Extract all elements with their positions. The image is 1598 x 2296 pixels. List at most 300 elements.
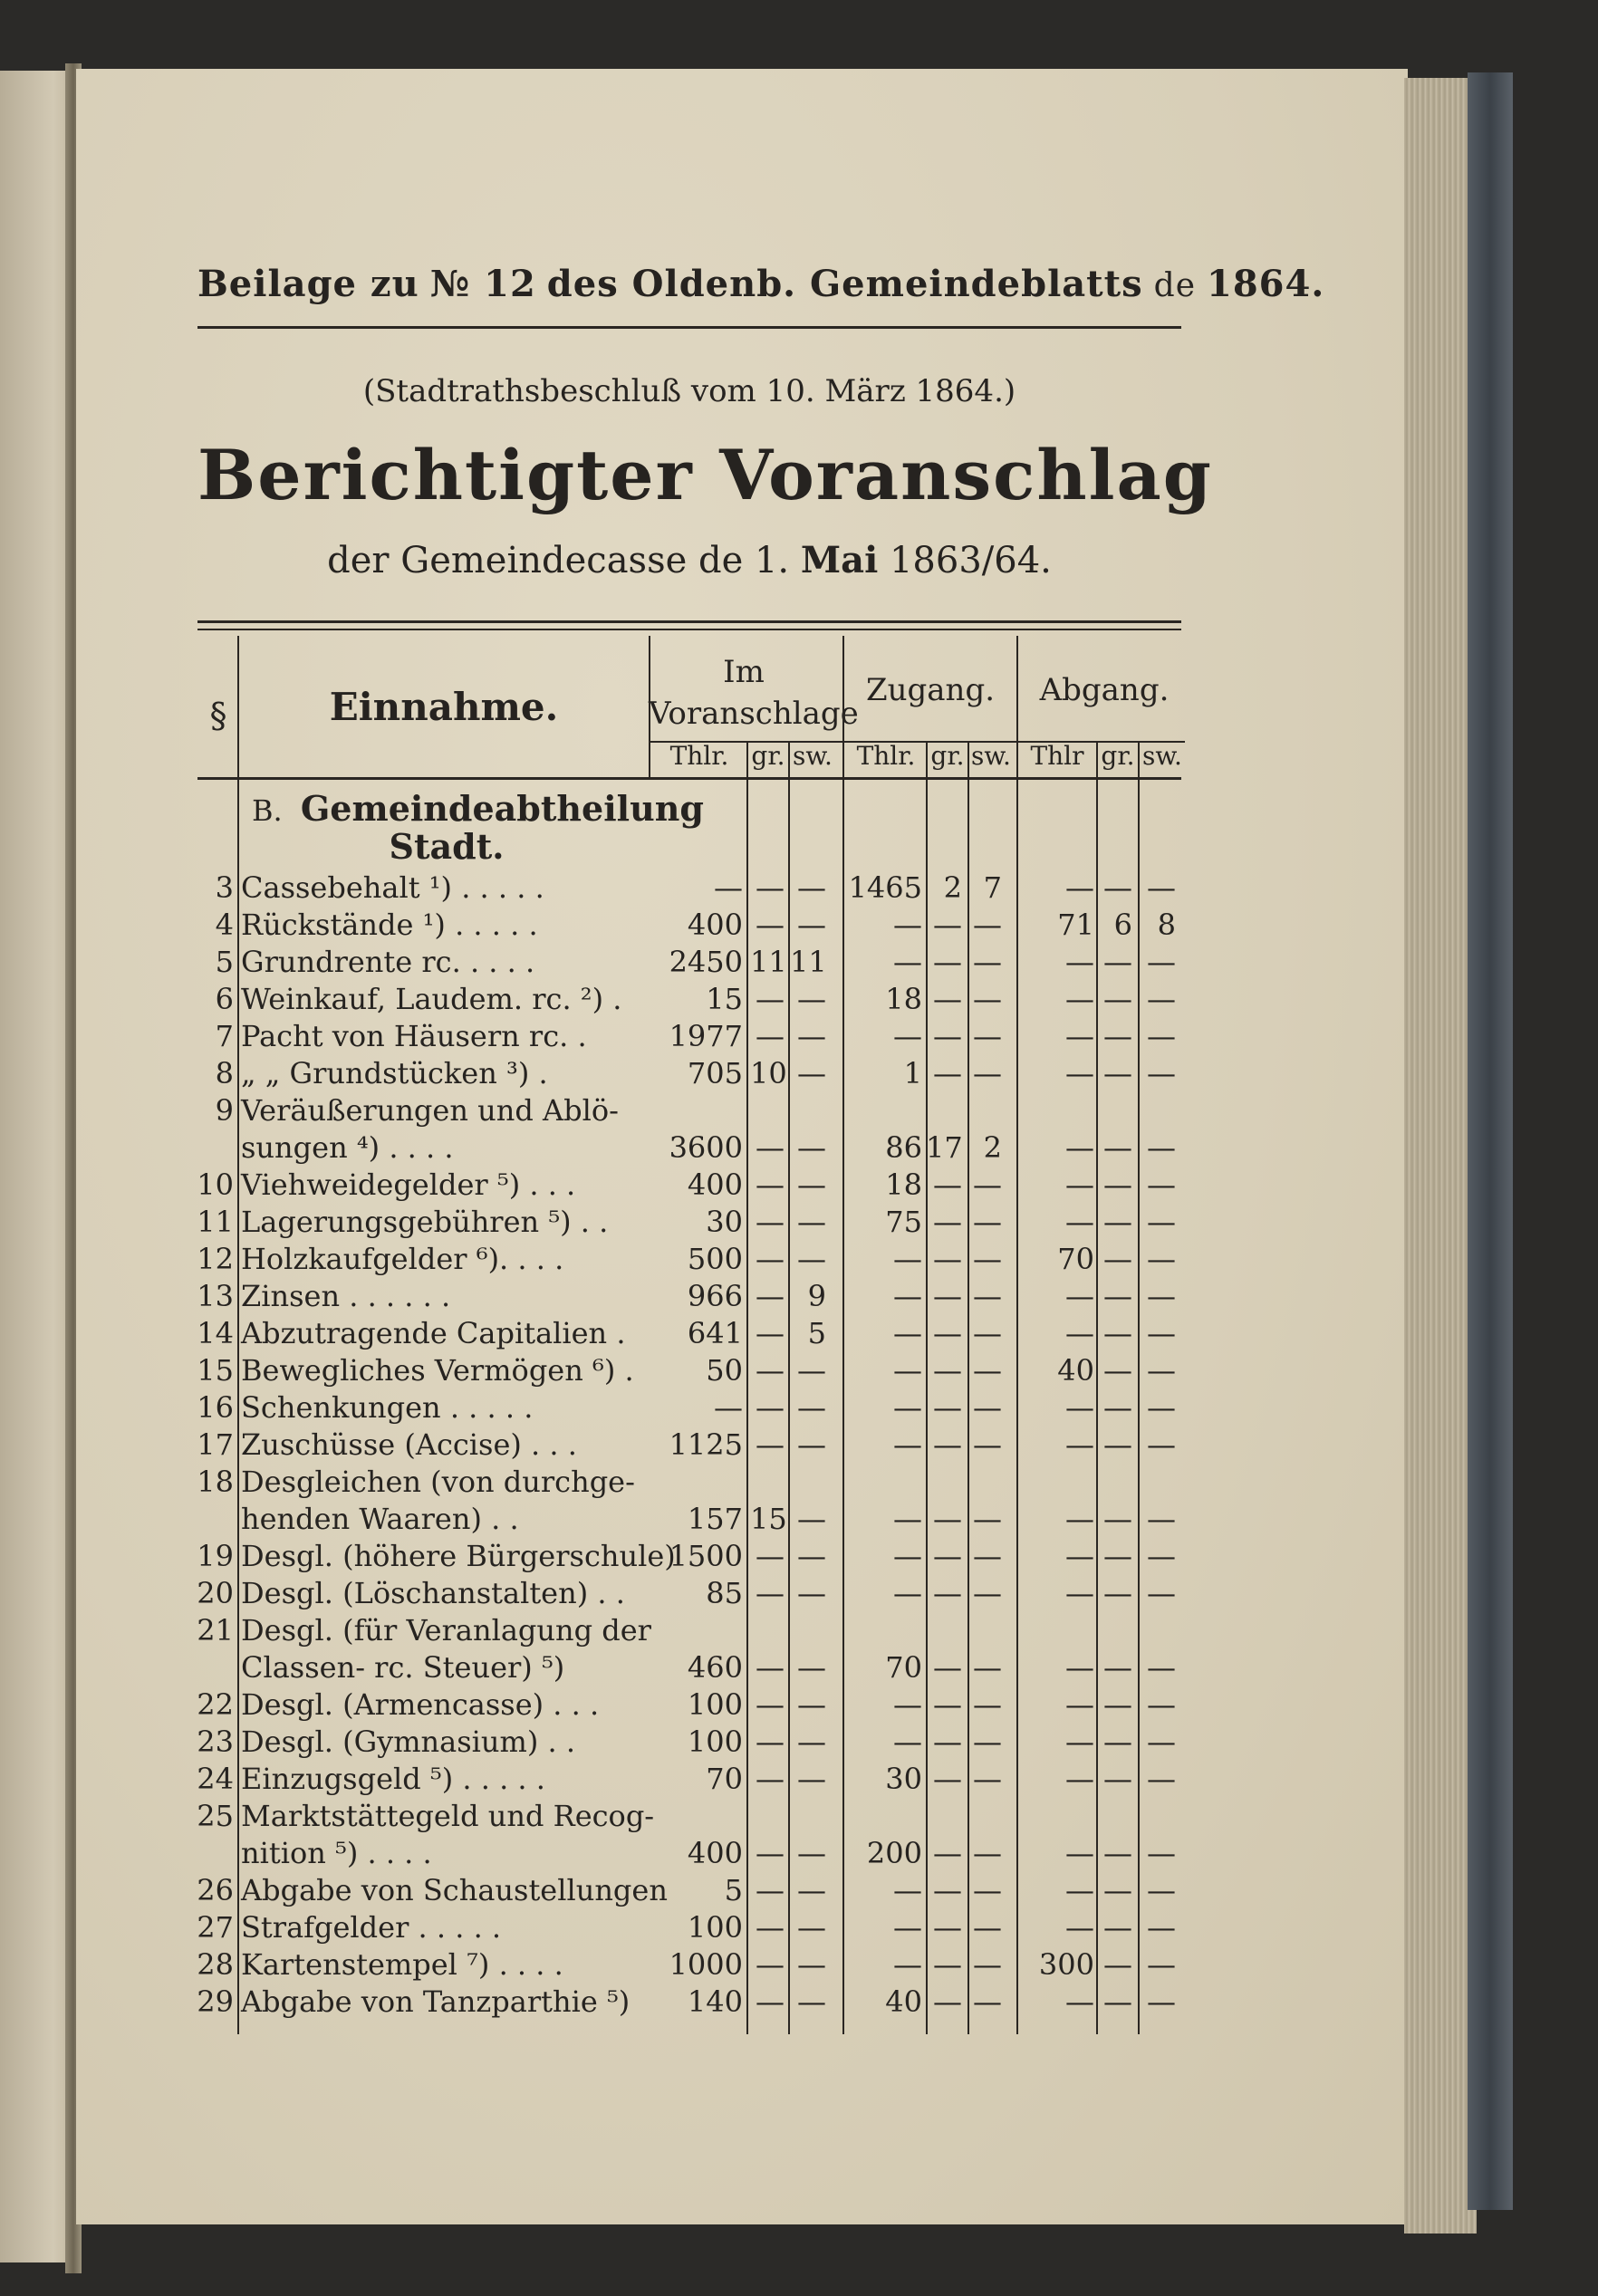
header-bottom-rule	[197, 777, 1181, 780]
cell-zugang-sw: —	[973, 1687, 1002, 1722]
cell-zugang-sw: —	[973, 1427, 1002, 1462]
page-subtitle	[197, 539, 1181, 581]
row-number: 4	[215, 908, 234, 942]
cell-abgang-gr: —	[1103, 1130, 1132, 1165]
cell-zugang-sw: —	[973, 1910, 1002, 1945]
cell-abgang-gr: —	[1103, 945, 1132, 979]
cell-abgang-thlr: —	[1065, 1130, 1094, 1165]
row-number: 18	[197, 1465, 234, 1499]
cell-zugang-gr: —	[933, 1279, 962, 1313]
cell-im-thlr: 15	[706, 982, 743, 1016]
row-number: 15	[197, 1353, 234, 1388]
row-description: Zinsen . . . . . .	[241, 1279, 451, 1313]
row-number: 25	[197, 1799, 234, 1833]
cell-zugang-gr: —	[933, 1502, 962, 1536]
cell-im-sw: 9	[807, 1279, 826, 1313]
cell-abgang-sw: —	[1147, 1205, 1176, 1239]
cell-im-sw: —	[797, 1427, 826, 1462]
cell-zugang-thlr: 18	[885, 982, 922, 1016]
subtitle-month: Mai	[800, 539, 879, 581]
cell-zugang-sw: —	[973, 1279, 1002, 1313]
cell-zugang-sw: —	[973, 1984, 1002, 2019]
header-year: 1864.	[1207, 263, 1325, 305]
cell-zugang-thlr: —	[893, 1427, 922, 1462]
table-row	[181, 1204, 1196, 1241]
cell-abgang-thlr: —	[1065, 1056, 1094, 1090]
cell-abgang-gr: 6	[1113, 908, 1132, 942]
cell-abgang-gr: —	[1103, 1279, 1132, 1313]
table-row	[181, 1612, 1196, 1649]
cell-abgang-gr: —	[1103, 1167, 1132, 1202]
cell-abgang-thlr: —	[1065, 1539, 1094, 1573]
cell-zugang-gr: 17	[926, 1130, 963, 1165]
table-row	[181, 1278, 1196, 1315]
header-gazette: des Oldenb. Gemeindeblatts	[546, 263, 1143, 305]
cell-abgang-thlr: 40	[1057, 1353, 1094, 1388]
header-beilage: Beilage zu	[197, 263, 419, 305]
cell-zugang-thlr: —	[893, 1687, 922, 1722]
table-row	[181, 1761, 1196, 1798]
row-number: 20	[197, 1576, 234, 1610]
cell-abgang-sw: —	[1147, 1056, 1176, 1090]
cell-zugang-thlr: —	[893, 1539, 922, 1573]
cell-im-sw: —	[797, 982, 826, 1016]
subtitle-pre: der Gemeindecasse de 1.	[327, 540, 790, 581]
row-number: 21	[197, 1613, 234, 1648]
cell-abgang-gr: —	[1103, 1836, 1132, 1870]
cell-zugang-gr: —	[933, 1873, 962, 1907]
cell-abgang-gr: —	[1103, 1242, 1132, 1276]
cell-im-thlr: 5	[724, 1873, 743, 1907]
page-header	[197, 263, 1325, 317]
cell-im-sw: —	[797, 1947, 826, 1982]
cell-zugang-gr: —	[933, 1576, 962, 1610]
cell-im-thlr: 1977	[669, 1019, 743, 1053]
cell-abgang-gr: —	[1103, 1650, 1132, 1685]
cell-im-thlr: 100	[687, 1687, 743, 1722]
cell-im-gr: —	[756, 1353, 785, 1388]
cell-im-gr: —	[756, 908, 785, 942]
cell-zugang-gr: —	[933, 1687, 962, 1722]
cell-im-gr: —	[756, 1130, 785, 1165]
cell-im-gr: —	[756, 1873, 785, 1907]
cell-abgang-sw: —	[1147, 1910, 1176, 1945]
cell-zugang-gr: —	[933, 1984, 962, 2019]
table-row	[181, 1835, 1196, 1872]
cell-im-gr: —	[756, 1242, 785, 1276]
row-description: Lagerungsgebühren ⁵) . .	[241, 1205, 609, 1239]
cell-abgang-gr: —	[1103, 1910, 1132, 1945]
cell-zugang-thlr: —	[893, 1353, 922, 1388]
cell-zugang-thlr: —	[893, 1019, 922, 1053]
cell-abgang-sw: —	[1147, 1167, 1176, 1202]
table-row	[181, 1389, 1196, 1427]
row-description: Pacht von Häusern rc. .	[241, 1019, 587, 1053]
cell-zugang-thlr: —	[893, 1242, 922, 1276]
cell-abgang-sw: —	[1147, 1687, 1176, 1722]
cell-abgang-sw: —	[1147, 1279, 1176, 1313]
cell-abgang-thlr: —	[1065, 1836, 1094, 1870]
cell-zugang-gr: —	[933, 1836, 962, 1870]
cell-zugang-sw: —	[973, 1056, 1002, 1090]
row-description: Rückstände ¹) . . . . .	[241, 908, 538, 942]
cell-abgang-sw: —	[1147, 1316, 1176, 1350]
cell-zugang-gr: —	[933, 1762, 962, 1796]
col-im: Im	[723, 654, 765, 690]
cell-zugang-gr: —	[933, 1019, 962, 1053]
cell-im-gr: —	[756, 1687, 785, 1722]
page-edges	[1404, 78, 1477, 2234]
cell-im-thlr: —	[714, 1390, 743, 1425]
table-row	[181, 1241, 1196, 1278]
cell-abgang-sw: 8	[1157, 908, 1176, 942]
table-row	[181, 1984, 1196, 2021]
cell-abgang-thlr: —	[1065, 870, 1094, 905]
cell-im-thlr: 30	[706, 1205, 743, 1239]
cell-im-gr: —	[756, 1910, 785, 1945]
row-description: Marktstättegeld und Recog-	[241, 1799, 655, 1833]
row-description: Cassebehalt ¹) . . . . .	[241, 870, 544, 905]
cell-abgang-gr: —	[1103, 1762, 1132, 1796]
row-description: Grundrente rc. . . . .	[241, 945, 535, 979]
cell-abgang-thlr: —	[1065, 1910, 1094, 1945]
cell-im-thlr: 157	[687, 1502, 743, 1536]
cell-zugang-thlr: 1465	[848, 870, 922, 905]
cell-im-gr: —	[756, 1650, 785, 1685]
cell-im-sw: 11	[790, 945, 827, 979]
cell-im-sw: —	[797, 1242, 826, 1276]
row-number: 17	[197, 1427, 234, 1462]
table-top-rule-2	[197, 629, 1181, 630]
cell-abgang-sw: —	[1147, 1650, 1176, 1685]
cell-zugang-sw: —	[973, 1650, 1002, 1685]
cell-abgang-gr: —	[1103, 1056, 1132, 1090]
row-description: Desgleichen (von durchge-	[241, 1465, 635, 1499]
cell-zugang-sw: —	[973, 1836, 1002, 1870]
row-description: Desgl. (für Veranlagung der	[241, 1613, 651, 1648]
cell-im-thlr: —	[714, 870, 743, 905]
cell-zugang-sw: —	[973, 1205, 1002, 1239]
row-description: Desgl. (Löschanstalten) . .	[241, 1576, 625, 1610]
cell-abgang-gr: —	[1103, 1687, 1132, 1722]
cell-im-thlr: 50	[706, 1353, 743, 1388]
cell-abgang-gr: —	[1103, 1984, 1132, 2019]
row-description: Einzugsgeld ⁵) . . . . .	[241, 1762, 545, 1796]
table-row	[181, 1538, 1196, 1575]
section-title: Gemeindeabtheilung	[300, 788, 704, 829]
cell-im-sw: —	[797, 1539, 826, 1573]
cell-zugang-gr: —	[933, 1539, 962, 1573]
cell-im-sw: —	[797, 870, 826, 905]
cell-im-thlr: 460	[687, 1650, 743, 1685]
cell-im-sw: —	[797, 1390, 826, 1425]
sub-thlr-3: Thlr	[1030, 741, 1084, 771]
row-number: 24	[197, 1762, 234, 1796]
cell-im-gr: —	[756, 1539, 785, 1573]
cell-zugang-thlr: 70	[885, 1650, 922, 1685]
cell-abgang-gr: —	[1103, 1576, 1132, 1610]
cell-abgang-sw: —	[1147, 1873, 1176, 1907]
cell-abgang-sw: —	[1147, 1762, 1176, 1796]
cell-im-sw: —	[797, 1762, 826, 1796]
cell-abgang-thlr: —	[1065, 1316, 1094, 1350]
row-description: Abzutragende Capitalien .	[241, 1316, 626, 1350]
sub-gr-2: gr.	[930, 741, 965, 771]
cell-im-sw: —	[797, 1019, 826, 1053]
grid-line	[649, 636, 650, 777]
cell-zugang-sw: —	[973, 1502, 1002, 1536]
cell-zugang-thlr: 30	[885, 1762, 922, 1796]
table-row	[181, 1501, 1196, 1538]
row-number: 26	[197, 1873, 234, 1907]
row-number: 14	[197, 1316, 234, 1350]
row-description: Viehweidegelder ⁵) . . .	[241, 1167, 576, 1202]
cell-im-sw: —	[797, 1650, 826, 1685]
row-number: 13	[197, 1279, 234, 1313]
cell-abgang-thlr: 300	[1038, 1947, 1094, 1982]
table-row	[181, 1315, 1196, 1352]
paragraph-sign: §	[209, 696, 227, 735]
cell-abgang-sw: —	[1147, 1130, 1176, 1165]
grid-line	[237, 636, 239, 777]
cell-zugang-sw: —	[973, 1390, 1002, 1425]
cell-zugang-gr: —	[933, 1242, 962, 1276]
cell-im-gr: —	[756, 1205, 785, 1239]
cell-abgang-thlr: 70	[1057, 1242, 1094, 1276]
sub-thlr-2: Thlr.	[856, 741, 916, 771]
row-description: Abgabe von Schaustellungen	[241, 1873, 668, 1907]
row-number: 12	[197, 1242, 234, 1276]
cell-zugang-gr: —	[933, 908, 962, 942]
cell-im-gr: 15	[750, 1502, 787, 1536]
cell-im-gr: —	[756, 982, 785, 1016]
cell-abgang-gr: —	[1103, 1539, 1132, 1573]
sub-sw-3: sw.	[1142, 741, 1182, 771]
col-einnahme: Einnahme.	[329, 685, 559, 729]
cell-abgang-thlr: —	[1065, 1019, 1094, 1053]
row-description: Bewegliches Vermögen ⁶) .	[241, 1353, 634, 1388]
header-rule	[197, 326, 1181, 329]
cell-im-thlr: 966	[687, 1279, 743, 1313]
row-description: Weinkauf, Laudem. rc. ²) .	[241, 982, 622, 1016]
row-number: 10	[197, 1167, 234, 1202]
cell-zugang-sw: —	[973, 1019, 1002, 1053]
cell-abgang-thlr: —	[1065, 1984, 1094, 2019]
cell-abgang-thlr: —	[1065, 1762, 1094, 1796]
row-description: nition ⁵) . . . .	[241, 1836, 432, 1870]
table-row	[181, 1018, 1196, 1055]
section-letter	[252, 788, 704, 829]
cell-zugang-sw: —	[973, 908, 1002, 942]
cell-im-thlr: 100	[687, 1910, 743, 1945]
cell-im-thlr: 1500	[669, 1539, 743, 1573]
cell-im-sw: —	[797, 1056, 826, 1090]
row-description: Strafgelder . . . . .	[241, 1910, 502, 1945]
table-row	[181, 1798, 1196, 1835]
table-row	[181, 1575, 1196, 1612]
cell-zugang-sw: —	[973, 1762, 1002, 1796]
cell-im-gr: —	[756, 870, 785, 905]
row-description: Desgl. (Gymnasium) . .	[241, 1724, 576, 1759]
section-title-2: Stadt.	[389, 826, 505, 867]
cell-zugang-thlr: 75	[885, 1205, 922, 1239]
table-row	[181, 869, 1196, 907]
cell-abgang-gr: —	[1103, 1502, 1132, 1536]
cell-zugang-sw: —	[973, 1353, 1002, 1388]
table-top-rule	[197, 620, 1181, 623]
cell-im-gr: —	[756, 1279, 785, 1313]
subtitle-post: 1863/64.	[889, 540, 1052, 581]
row-description: henden Waaren) . .	[241, 1502, 519, 1536]
table-row	[181, 1167, 1196, 1204]
cell-zugang-thlr: —	[893, 1724, 922, 1759]
row-number: 6	[215, 982, 234, 1016]
cell-im-gr: —	[756, 1390, 785, 1425]
cell-zugang-gr: —	[933, 1167, 962, 1202]
cell-zugang-gr: —	[933, 945, 962, 979]
cell-abgang-sw: —	[1147, 1576, 1176, 1610]
row-description: Abgabe von Tanzparthie ⁵)	[241, 1984, 631, 2019]
cell-zugang-sw: —	[973, 1539, 1002, 1573]
cell-im-gr: 11	[750, 945, 787, 979]
cell-im-gr: —	[756, 1984, 785, 2019]
cell-im-sw: —	[797, 1353, 826, 1388]
row-number: 7	[215, 1019, 234, 1053]
cell-zugang-thlr: 200	[866, 1836, 922, 1870]
cell-im-sw: —	[797, 1205, 826, 1239]
table-row	[181, 1724, 1196, 1761]
cell-zugang-sw: 2	[983, 1130, 1002, 1165]
cell-abgang-sw: —	[1147, 870, 1176, 905]
cell-im-thlr: 400	[687, 908, 743, 942]
cell-im-thlr: 100	[687, 1724, 743, 1759]
cell-zugang-gr: —	[933, 982, 962, 1016]
cell-im-sw: 5	[807, 1316, 826, 1350]
cell-im-gr: —	[756, 1836, 785, 1870]
row-description: Zuschüsse (Accise) . . .	[241, 1427, 577, 1462]
cell-zugang-thlr: —	[893, 1390, 922, 1425]
row-description: Kartenstempel ⁷) . . . .	[241, 1947, 563, 1982]
row-number: 3	[215, 870, 234, 905]
cell-zugang-gr: 2	[943, 870, 962, 905]
col-zugang: Zugang.	[865, 672, 996, 708]
row-description: Schenkungen . . . . .	[241, 1390, 534, 1425]
cell-abgang-gr: —	[1103, 1353, 1132, 1388]
cell-im-thlr: 70	[706, 1762, 743, 1796]
row-number: 9	[215, 1093, 234, 1128]
cell-im-gr: —	[756, 1019, 785, 1053]
sub-sw-1: sw.	[793, 741, 833, 771]
cell-abgang-sw: —	[1147, 1724, 1176, 1759]
cell-abgang-thlr: —	[1065, 1427, 1094, 1462]
cell-abgang-gr: —	[1103, 982, 1132, 1016]
cell-zugang-thlr: —	[893, 1910, 922, 1945]
table-row	[181, 1649, 1196, 1686]
cell-im-sw: —	[797, 908, 826, 942]
cell-im-gr: —	[756, 1427, 785, 1462]
cell-abgang-sw: —	[1147, 1836, 1176, 1870]
row-description: Holzkaufgelder ⁶). . . .	[241, 1242, 564, 1276]
table-row	[181, 1686, 1196, 1724]
cell-im-thlr: 641	[687, 1316, 743, 1350]
cell-abgang-sw: —	[1147, 1427, 1176, 1462]
cell-zugang-sw: —	[973, 1167, 1002, 1202]
cell-im-thlr: 140	[687, 1984, 743, 2019]
cell-im-gr: —	[756, 1316, 785, 1350]
cell-zugang-thlr: —	[893, 1947, 922, 1982]
table-row	[181, 1352, 1196, 1389]
header-number: № 12	[429, 263, 536, 305]
row-description: sungen ⁴) . . . .	[241, 1130, 454, 1165]
cell-zugang-thlr: —	[893, 1279, 922, 1313]
cell-im-sw: —	[797, 1836, 826, 1870]
cell-zugang-gr: —	[933, 1910, 962, 1945]
row-description: Veräußerungen und Ablö-	[241, 1093, 619, 1128]
cell-abgang-sw: —	[1147, 982, 1176, 1016]
table-row	[181, 1909, 1196, 1946]
cell-abgang-gr: —	[1103, 1947, 1132, 1982]
cell-abgang-gr: —	[1103, 1724, 1132, 1759]
cell-im-thlr: 3600	[669, 1130, 743, 1165]
grid-line	[649, 741, 1185, 743]
cell-abgang-thlr: —	[1065, 982, 1094, 1016]
cell-abgang-sw: —	[1147, 1353, 1176, 1388]
row-number: 8	[215, 1056, 234, 1090]
cell-im-gr: —	[756, 1762, 785, 1796]
row-number: 16	[197, 1390, 234, 1425]
cell-im-sw: —	[797, 1984, 826, 2019]
cell-zugang-thlr: 86	[885, 1130, 922, 1165]
cell-zugang-sw: —	[973, 945, 1002, 979]
cell-zugang-thlr: —	[893, 1502, 922, 1536]
cell-zugang-sw: —	[973, 1947, 1002, 1982]
cell-abgang-sw: —	[1147, 1390, 1176, 1425]
cell-abgang-sw: —	[1147, 1947, 1176, 1982]
cell-abgang-thlr: —	[1065, 1167, 1094, 1202]
cell-im-thlr: 85	[706, 1576, 743, 1610]
col-abgang: Abgang.	[1039, 672, 1170, 708]
cell-im-gr: —	[756, 1576, 785, 1610]
col-voranschlage: Voranschlage	[649, 696, 859, 732]
row-number: 22	[197, 1687, 234, 1722]
cell-abgang-thlr: 71	[1057, 908, 1094, 942]
table-row	[181, 1427, 1196, 1464]
cell-zugang-sw: —	[973, 1316, 1002, 1350]
cell-im-gr: —	[756, 1167, 785, 1202]
cell-im-sw: —	[797, 1910, 826, 1945]
cell-im-gr: 10	[750, 1056, 787, 1090]
table-row	[181, 1872, 1196, 1909]
cell-abgang-thlr: —	[1065, 1576, 1094, 1610]
cell-abgang-thlr: —	[1065, 1724, 1094, 1759]
cell-im-sw: —	[797, 1130, 826, 1165]
cell-abgang-sw: —	[1147, 1502, 1176, 1536]
cell-zugang-gr: —	[933, 1205, 962, 1239]
sub-sw-2: sw.	[971, 741, 1011, 771]
cell-im-thlr: 705	[687, 1056, 743, 1090]
cell-abgang-gr: —	[1103, 1316, 1132, 1350]
cell-zugang-thlr: —	[893, 945, 922, 979]
cell-zugang-sw: —	[973, 1242, 1002, 1276]
cell-abgang-gr: —	[1103, 1390, 1132, 1425]
cell-abgang-sw: —	[1147, 1242, 1176, 1276]
cell-zugang-thlr: 1	[903, 1056, 922, 1090]
cell-zugang-sw: —	[973, 1873, 1002, 1907]
table-row	[181, 944, 1196, 981]
cell-abgang-sw: —	[1147, 1984, 1176, 2019]
row-number: 27	[197, 1910, 234, 1945]
row-number: 29	[197, 1984, 234, 2019]
